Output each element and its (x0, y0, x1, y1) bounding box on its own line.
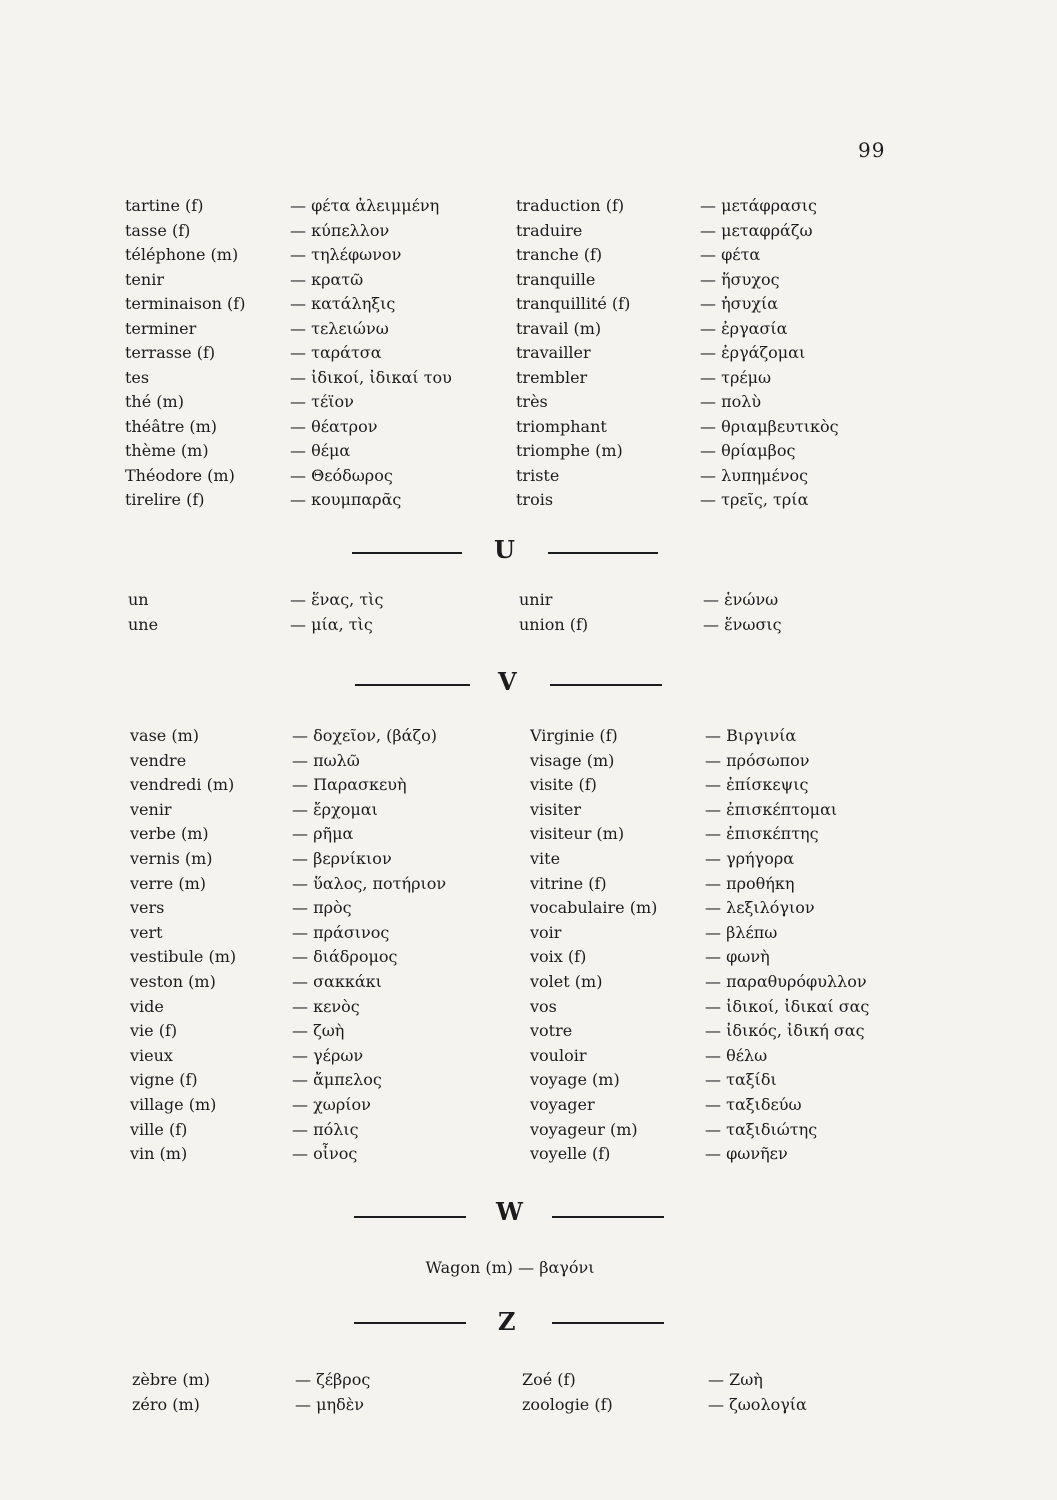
greek-translation: — ἐπίσκεψις (705, 775, 809, 795)
heading-rule-right (550, 684, 662, 686)
greek-translation: — Παρασκευὴ (292, 775, 407, 795)
greek-translation: — γρήγορα (705, 849, 795, 868)
french-term: veston (m) (130, 972, 216, 991)
french-term: zèbre (m) (132, 1370, 210, 1389)
dictionary-row (0, 415, 1057, 439)
french-term: tranquille (516, 269, 596, 289)
greek-translation: — λυπημένος (700, 465, 809, 485)
french-term: triste (516, 465, 560, 485)
french-term: vase (m) (130, 726, 199, 745)
dictionary-row (0, 390, 1057, 414)
french-term: vie (f) (130, 1021, 178, 1041)
greek-translation: — φωνὴ (705, 947, 770, 967)
french-term: tenir (125, 269, 164, 289)
greek-translation: — διάδρομος (292, 947, 398, 967)
french-term: Théodore (m) (125, 465, 235, 485)
dictionary-row (0, 1118, 1057, 1142)
greek-translation: — μηδὲν (295, 1394, 365, 1414)
french-term: trembler (516, 367, 588, 387)
greek-translation: — μία, τὶς (290, 614, 373, 634)
heading-rule-left (354, 1216, 466, 1218)
french-term: traduire (516, 220, 583, 240)
greek-translation: — χωρίον (292, 1095, 371, 1114)
dictionary-row (0, 219, 1057, 243)
greek-translation: — κατάληξις (290, 294, 396, 313)
french-term: travailler (516, 343, 591, 362)
greek-translation: — ρῆμα (292, 824, 354, 844)
heading-rule-left (354, 1322, 466, 1324)
french-term: vert (130, 922, 163, 942)
greek-translation: — ἔρχομαι (292, 799, 378, 819)
french-term: visiter (530, 799, 582, 819)
dictionary-row (0, 798, 1057, 822)
french-term: votre (530, 1021, 573, 1041)
greek-translation: — σακκάκι (292, 972, 382, 991)
french-term: terminer (125, 318, 197, 338)
heading-rule-left (355, 684, 470, 686)
french-term: vernis (m) (130, 849, 213, 868)
greek-translation: — τέϊον (290, 392, 354, 411)
greek-translation: — τηλέφωνον (290, 245, 402, 264)
greek-translation: — δοχεῖον, (βάζο) (292, 726, 437, 745)
heading-letter-w: W (496, 1197, 523, 1226)
french-term: tirelire (f) (125, 490, 205, 509)
greek-translation: — ἰδικός, ἰδική σας (705, 1021, 865, 1041)
dictionary-row (0, 1368, 1057, 1392)
page-number: 99 (858, 138, 886, 162)
french-term: terrasse (f) (125, 343, 216, 362)
dictionary-row (0, 749, 1057, 773)
greek-translation: — ἡσυχία (700, 294, 779, 313)
dictionary-row (0, 1019, 1057, 1043)
greek-translation: — φέτα ἀλειμμένη (290, 196, 440, 215)
dictionary-row (0, 970, 1057, 994)
greek-translation: — οἶνος (292, 1144, 358, 1164)
french-term: voyage (m) (530, 1070, 620, 1090)
greek-translation: — ταξιδεύω (705, 1095, 802, 1114)
french-term: tasse (f) (125, 220, 191, 240)
dictionary-row (0, 945, 1057, 969)
greek-translation: — ζωὴ (292, 1021, 345, 1041)
french-term: venir (130, 799, 172, 819)
dictionary-row (0, 488, 1057, 512)
greek-translation: — ἕνας, τὶς (290, 590, 384, 609)
french-term: tartine (f) (125, 196, 204, 215)
greek-translation: — μεταφράζω (700, 220, 813, 240)
greek-translation: — μετάφρασις (700, 196, 817, 215)
french-term: travail (m) (516, 318, 602, 338)
greek-translation: — βερνίκιον (292, 849, 392, 868)
dictionary-row (0, 243, 1057, 267)
greek-translation: — ταξίδι (705, 1070, 777, 1090)
greek-translation: — ταξιδιώτης (705, 1119, 818, 1139)
french-term: très (516, 392, 548, 411)
greek-translation: — βλέπω (705, 922, 778, 942)
greek-translation: — ἐργάζομαι (700, 343, 806, 362)
greek-translation: — πρόσωπον (705, 750, 810, 770)
greek-translation: — ἐργασία (700, 318, 788, 338)
heading-rule-right (552, 1216, 664, 1218)
french-term: thème (m) (125, 441, 209, 460)
french-term: visage (m) (530, 750, 615, 770)
heading-letter-v: V (498, 667, 517, 696)
greek-translation: — πωλῶ (292, 750, 360, 770)
dictionary-row (0, 317, 1057, 341)
greek-translation: — φέτα (700, 245, 761, 264)
greek-translation: — ἕνωσις (703, 614, 782, 634)
french-term: verbe (m) (130, 824, 209, 844)
greek-translation: — ὕαλος, ποτήριον (292, 873, 447, 893)
dictionary-row (0, 822, 1057, 846)
dictionary-row (0, 724, 1057, 748)
greek-translation: — ζωολογία (708, 1394, 807, 1414)
french-term: théâtre (m) (125, 416, 218, 436)
dictionary-row (0, 588, 1057, 612)
greek-translation: — τελειώνω (290, 318, 389, 338)
french-term: visite (f) (530, 775, 597, 795)
french-term: triomphant (516, 416, 607, 436)
french-term: triomphe (m) (516, 441, 623, 460)
french-term: téléphone (m) (125, 245, 239, 264)
greek-translation: — Βιργινία (705, 726, 797, 745)
dictionary-row (0, 995, 1057, 1019)
greek-translation: — θρίαμβος (700, 441, 796, 460)
french-term: vieux (130, 1045, 173, 1065)
french-term: trois (516, 490, 554, 509)
french-term: tes (125, 367, 150, 387)
french-term: une (128, 614, 159, 634)
greek-translation: — παραθυρόφυλλον (705, 972, 867, 991)
french-term: thé (m) (125, 392, 184, 411)
french-term: vigne (f) (130, 1070, 198, 1090)
french-term: vendre (130, 750, 187, 770)
french-term: vouloir (530, 1045, 587, 1065)
greek-translation: — κρατῶ (290, 269, 364, 289)
french-term: vestibule (m) (130, 947, 237, 967)
greek-translation: — πολὺ (700, 392, 762, 411)
french-term: ville (f) (130, 1119, 188, 1139)
french-term: vin (m) (130, 1144, 188, 1164)
french-term: visiteur (m) (530, 824, 625, 844)
greek-translation: — ἥσυχος (700, 269, 780, 289)
greek-translation: — κουμπαρᾶς (290, 490, 402, 509)
french-term: union (f) (519, 614, 589, 634)
greek-translation: — ἰδικοί, ἰδικαί του (290, 367, 452, 387)
dictionary-row (0, 292, 1057, 316)
heading-rule-right (548, 552, 658, 554)
french-term: voix (f) (530, 947, 587, 967)
french-term: volet (m) (530, 972, 603, 991)
greek-translation: — ἐπισκέπτης (705, 824, 819, 844)
greek-translation: — τρέμω (700, 367, 772, 387)
french-term: village (m) (130, 1095, 217, 1114)
greek-translation: — θέλω (705, 1045, 768, 1065)
dictionary-row (0, 464, 1057, 488)
dictionary-row (0, 1093, 1057, 1117)
dictionary-row (0, 1393, 1057, 1417)
french-term: verre (m) (130, 873, 207, 893)
french-term: voyageur (m) (530, 1119, 638, 1139)
french-term: vendredi (m) (130, 775, 235, 795)
greek-translation: — Θεόδωρος (290, 465, 393, 485)
heading-letter-z: Z (498, 1307, 516, 1336)
french-term: zoologie (f) (522, 1394, 613, 1414)
greek-translation: — πράσινος (292, 922, 390, 942)
dictionary-row (0, 896, 1057, 920)
french-term: vitrine (f) (530, 873, 607, 893)
french-term: terminaison (f) (125, 294, 246, 313)
french-term: Zoé (f) (522, 1370, 576, 1389)
dictionary-row (0, 1044, 1057, 1068)
greek-translation: — κύπελλον (290, 220, 390, 240)
greek-translation: — ζέβρος (295, 1370, 371, 1389)
dictionary-row (0, 847, 1057, 871)
greek-translation: — κενὸς (292, 996, 360, 1016)
french-term: voir (530, 922, 562, 942)
dictionary-row (0, 1068, 1057, 1092)
dictionary-row (0, 268, 1057, 292)
french-term: vide (130, 996, 164, 1016)
french-term: tranquillité (f) (516, 294, 631, 313)
greek-translation: — ἄμπελος (292, 1070, 382, 1090)
greek-translation: — ἑνώνω (703, 590, 779, 609)
heading-rule-right (552, 1322, 664, 1324)
dictionary-row (0, 366, 1057, 390)
heading-rule-left (352, 552, 462, 554)
greek-translation: — λεξιλόγιον (705, 898, 815, 918)
greek-translation: — προθήκη (705, 873, 795, 893)
greek-translation: — θέατρον (290, 416, 378, 436)
french-term: Virginie (f) (530, 726, 618, 745)
greek-translation: — φωνῆεν (705, 1144, 788, 1164)
heading-letter-u: U (494, 535, 515, 564)
french-term: traduction (f) (516, 196, 625, 215)
greek-translation: — θριαμβευτικὸς (700, 416, 839, 436)
greek-translation: — πρὸς (292, 898, 352, 918)
greek-translation: — Ζωὴ (708, 1370, 763, 1389)
french-term: vocabulaire (m) (530, 898, 658, 918)
greek-translation: — ἰδικοί, ἰδικαί σας (705, 996, 870, 1016)
greek-translation: — ταράτσα (290, 343, 382, 362)
french-term: vers (130, 898, 165, 918)
greek-translation: — ἐπισκέπτομαι (705, 799, 838, 819)
dictionary-row (0, 341, 1057, 365)
french-term: vos (530, 996, 557, 1016)
french-term: un (128, 590, 149, 609)
dictionary-row (0, 1142, 1057, 1166)
greek-translation: — θέμα (290, 441, 351, 460)
french-term: voyager (530, 1095, 595, 1114)
french-term: vite (530, 849, 561, 868)
dictionary-row (0, 773, 1057, 797)
greek-translation: — πόλις (292, 1119, 359, 1139)
dictionary-row (0, 872, 1057, 896)
w-entry: Wagon (m) — βαγόνι (425, 1258, 595, 1277)
french-term: tranche (f) (516, 245, 603, 264)
dictionary-row (0, 613, 1057, 637)
greek-translation: — γέρων (292, 1045, 364, 1065)
dictionary-row (0, 921, 1057, 945)
french-term: zéro (m) (132, 1394, 200, 1414)
french-term: voyelle (f) (530, 1144, 611, 1164)
greek-translation: — τρεῖς, τρία (700, 490, 809, 509)
dictionary-row (0, 439, 1057, 463)
dictionary-row (0, 194, 1057, 218)
french-term: unir (519, 590, 553, 609)
